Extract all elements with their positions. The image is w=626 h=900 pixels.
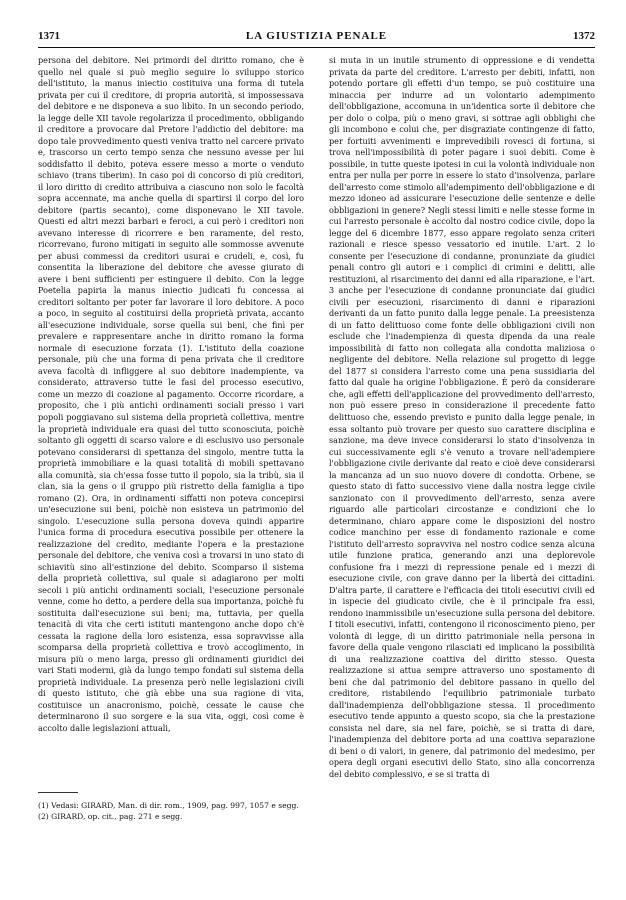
page-number-right: 1372 <box>573 30 595 42</box>
header-rule <box>38 47 595 48</box>
footnote-1: (1) Vedasi: GIRARD, Man. di dir. rom., 1909, pag. 997, 1057 e segg. <box>38 801 299 810</box>
footnote-rule <box>38 792 78 793</box>
page-number-left: 1371 <box>38 30 60 42</box>
left-column-paragraph: persona del debitore. Nei primordi del diritto romano, che è quello nel quale si può meglio seguire lo sviluppo storico dell'istituto, la manus iniectio costituiva una forma di tutela privata per cui il creditore, di propria autorità, si impossessava del debitore e ne disponeva a suo libito. In un secondo periodo, la legge delle XII tavole regolarizza il procedimento, obbligando il creditore a provocare dal Pretore l'addictio del debitore: ma dopo tale provvedimento questi veniva tratto nel carcere privato e, trascorso un certo tempo senza che nessuno avesse per lui soddisfatto il debito, poteva essere messo a morte o venduto schiavo (trans tiberim). In caso poi di concorso di più creditori, il loro diritto di credito attribuiva a ciascuno non solo le facoltà sopra accennate, ma anche quella di spartirsi il corpo del loro debitore (partis secanto), come disponevano le XII tavole. Questi ed altri mezzi barbari e feroci, a cui però i creditori non avevano interesse di ricorrere e ben raramente, del resto, ricorrevano, furono mitigati in seguito alle sommosse avvenute per abusi commessi da creditori usurai e crudeli, e, così, fu consentita la liberazione del debitore che avesse giurato di avere i beni sufficienti per estinguere il debito. Con la legge Poetelia papiria la manus iniectio judicati fu concessa ai creditori soltanto per poter far lavorare il loro debitore. A poco a poco, in seguito al costituirsi della proprietà privata, accanto all'esecuzione individuale, sorse quella sui beni, che finì per prevalere e rappresentare anche in diritto romano la forma normale di esecuzione forzata (1). L'istituto della coazione personale, più che una forma di pena privata che il creditore aveva facoltà di infliggere al suo debitore inadempiente, va considerato, attraverso tutte le fasi del processo esecutivo, come un mezzo di coazione al pagamento. Occorre ricordare, a proposito, che i più antichi ordinamenti sociali presso i vari popoli poggiavano sul sistema della proprietà collettiva, mentre la proprietà individuale era quasi del tutto sconosciuta, poichè soltanto gli oggetti di scarso valore e di esclusivo uso personale potevano considerarsi di spettanza del singolo, mentre tutta la proprietà immobiliare e la quasi totalità di mobili spettavano alla comunità, sia ch'essa fosse tutto il popolo, sia la tribù, sia il clan, sia la gens o il gruppo più ristretto della famiglia a tipo romano (2). Ora, in ordinamenti siffatti non poteva concepirsi un'esecuzione sui beni, poichè non esisteva un patrimonio del singolo. L'esecuzione sulla persona doveva quindi apparire l'unica forma di procedura esecutiva possibile per ottenere la realizzazione del credito, mediante l'opera e la prestazione personale del debitore, che veniva così a trovarsi in uno stato di schiavitù sino all'estinzione del debito. Scomparso il sistema della proprietà collettiva, sul quale si adagiarono per molti secoli i più antichi ordinamenti sociali, l'esecuzione personale venne, come ho detto, a perdere della sua importanza, poichè fu sostituita dall'esecuzione sui beni; ma, tuttavia, per quella tenacità di vita che certi istituti mantengono anche dopo ch'è cessata la ragione della loro esistenza, essa sopravvisse alla scomparsa della proprietà collettiva e trovò accoglimento, in misura più o meno larga, presso gli ordinamenti giuridici dei vari Stati moderni, già da lungo tempo fondati sul sistema della proprietà individuale. La presenza però nelle legislazioni civili di questo istituto, che già ebbe una sua ragione di vita, costituisce un anacronismo, poichè, cessate le cause che determinarono il suo sorgere e la sua vita, oggi, così come è accolto dalle legislazioni attuali, <box>38 55 304 733</box>
journal-title: LA GIUSTIZIA PENALE <box>245 30 388 42</box>
footnotes <box>38 800 304 822</box>
left-column <box>38 55 304 734</box>
running-header <box>38 30 595 46</box>
right-column-paragraph: si muta in un inutile strumento di oppressione e di vendetta privata da parte del creditore. L'arresto per debiti, infatti, non potendo portare gli effetti d'un tempo, se può costituire una minaccia per indurre ad un volontario adempimento dell'obbligazione, accomuna in un'identica sorte il debitore che per dolo o colpa, più o meno gravi, si sottrae agli obblighi che gli incombono e colui che, per disgraziate contingenze di fatto, per fortuiti avvenimenti e imprevedibili rovesci di fortuna, si trova nell'impossibilità di poter pagare i suoi debiti. Come è possibile, in tutte queste ipotesi in cui la volontà individuale non entra per nulla per porre in essere lo stato d'insolvenza, parlare dell'arresto come stimolo all'adempimento dell'obbligazione e di mezzo idoneo ad assicurare l'esecuzione delle sentenze e delle obbligazioni in genere? Negli stessi limiti e nelle stesse forme in cui l'arresto personale è accolto dal nostro codice civile, dopo la legge del 6 dicembre 1877, esso appare regolato senza criteri razionali e riesce spesso vessatorio ed inutile. L'art. 2 lo consente per l'esecuzione di condanne, pronunziate da giudici penali contro gli autori e i complici di crimini e delitti, alle restituzioni, al risarcimento dei danni ed alla riparazione, e l'art. 3 anche per l'esecuzione di condanne pronunciate dai giudici civili per esecuzioni, risarcimento di danni e riparazioni derivanti da un fatto punito dalla legge penale. La preesistenza di un fatto delittuoso come fonte delle obbligazioni civili non esclude che l'inadempienza di questa dipenda da una reale impossibilità di fatto non collegata alla condotta maliziosa o negligente del debitore. Nella relazione sul progetto di legge del 1877 si considera l'arresto come una pena sussidiaria del fatto dal quale ha origine l'obbligazione. È però da considerare che, agli effetti dell'applicazione del provvedimento dell'arresto, non può essere preso in considerazione il precedente fatto delittuoso che, essendo previsto e punito dalla legge penale, in essa soltanto può trovare per questo suo carattere disciplina e sanzione, ma deve invece considerarsi lo stato d'insolvenza in cui successivamente egli s'è venuto a trovare nell'adempiere l'obbligazione civile derivante dal reato e cioè deve considerarsi la mancanza ad un suo nuovo dovere di condotta. Orbene, se questo stato di fatto successivo viene dalla nostra legge civile sanzionato con il provvedimento dell'arresto, senza avere riguardo alle particolari circostanze e condizioni che lo determinano, chiaro appare come le disposizioni del nostro codice manchino per esse di fondamento razionale e come l'istituto dell'arresto sopravviva nel nostro codice senza alcuna utile funzione pratica, generando anzi una deplorevole confusione fra i mezzi di repressione penale ed i mezzi di esecuzione civile, con grave danno per la libertà dei cittadini. D'altra parte, il carattere e l'efficacia dei titoli esecutivi civili ed in ispecie del giudicato civile, che è il principale fra essi, rendono inammissibile un'esecuzione sulla persona del debitore. I titoli esecutivi, infatti, contengono il riconoscimento pieno, per volontà di legge, di un diritto patrimoniale nella persona in favore della quale vengono rilasciati ed implicano la possibilità di una realizzazione coattiva del diritto stesso. Questa realizzazione si attua sempre attraverso uno spostamento di beni che dal patrimonio del debitore passano in quello del creditore, ristabilendo l'equilibrio patrimoniale turbato dall'inadempienza dell'obbligazione stessa. Il procedimento esecutivo tende appunto a questo scopo, sia che la prestazione consista nel dare, sia nel fare, poichè, se si tratta di dare, l'inadempienza del debitore porta ad una coattiva separazione di beni o di valori, in genere, dal patrimonio del medesimo, per opera degli organi esecutivi dello Stato, sino alla concorrenza del debito complessivo, e se si tratta di <box>329 55 595 779</box>
right-column <box>329 55 595 780</box>
footnote-2: (2) GIRARD, op. cit., pag. 271 e segg. <box>38 812 183 821</box>
